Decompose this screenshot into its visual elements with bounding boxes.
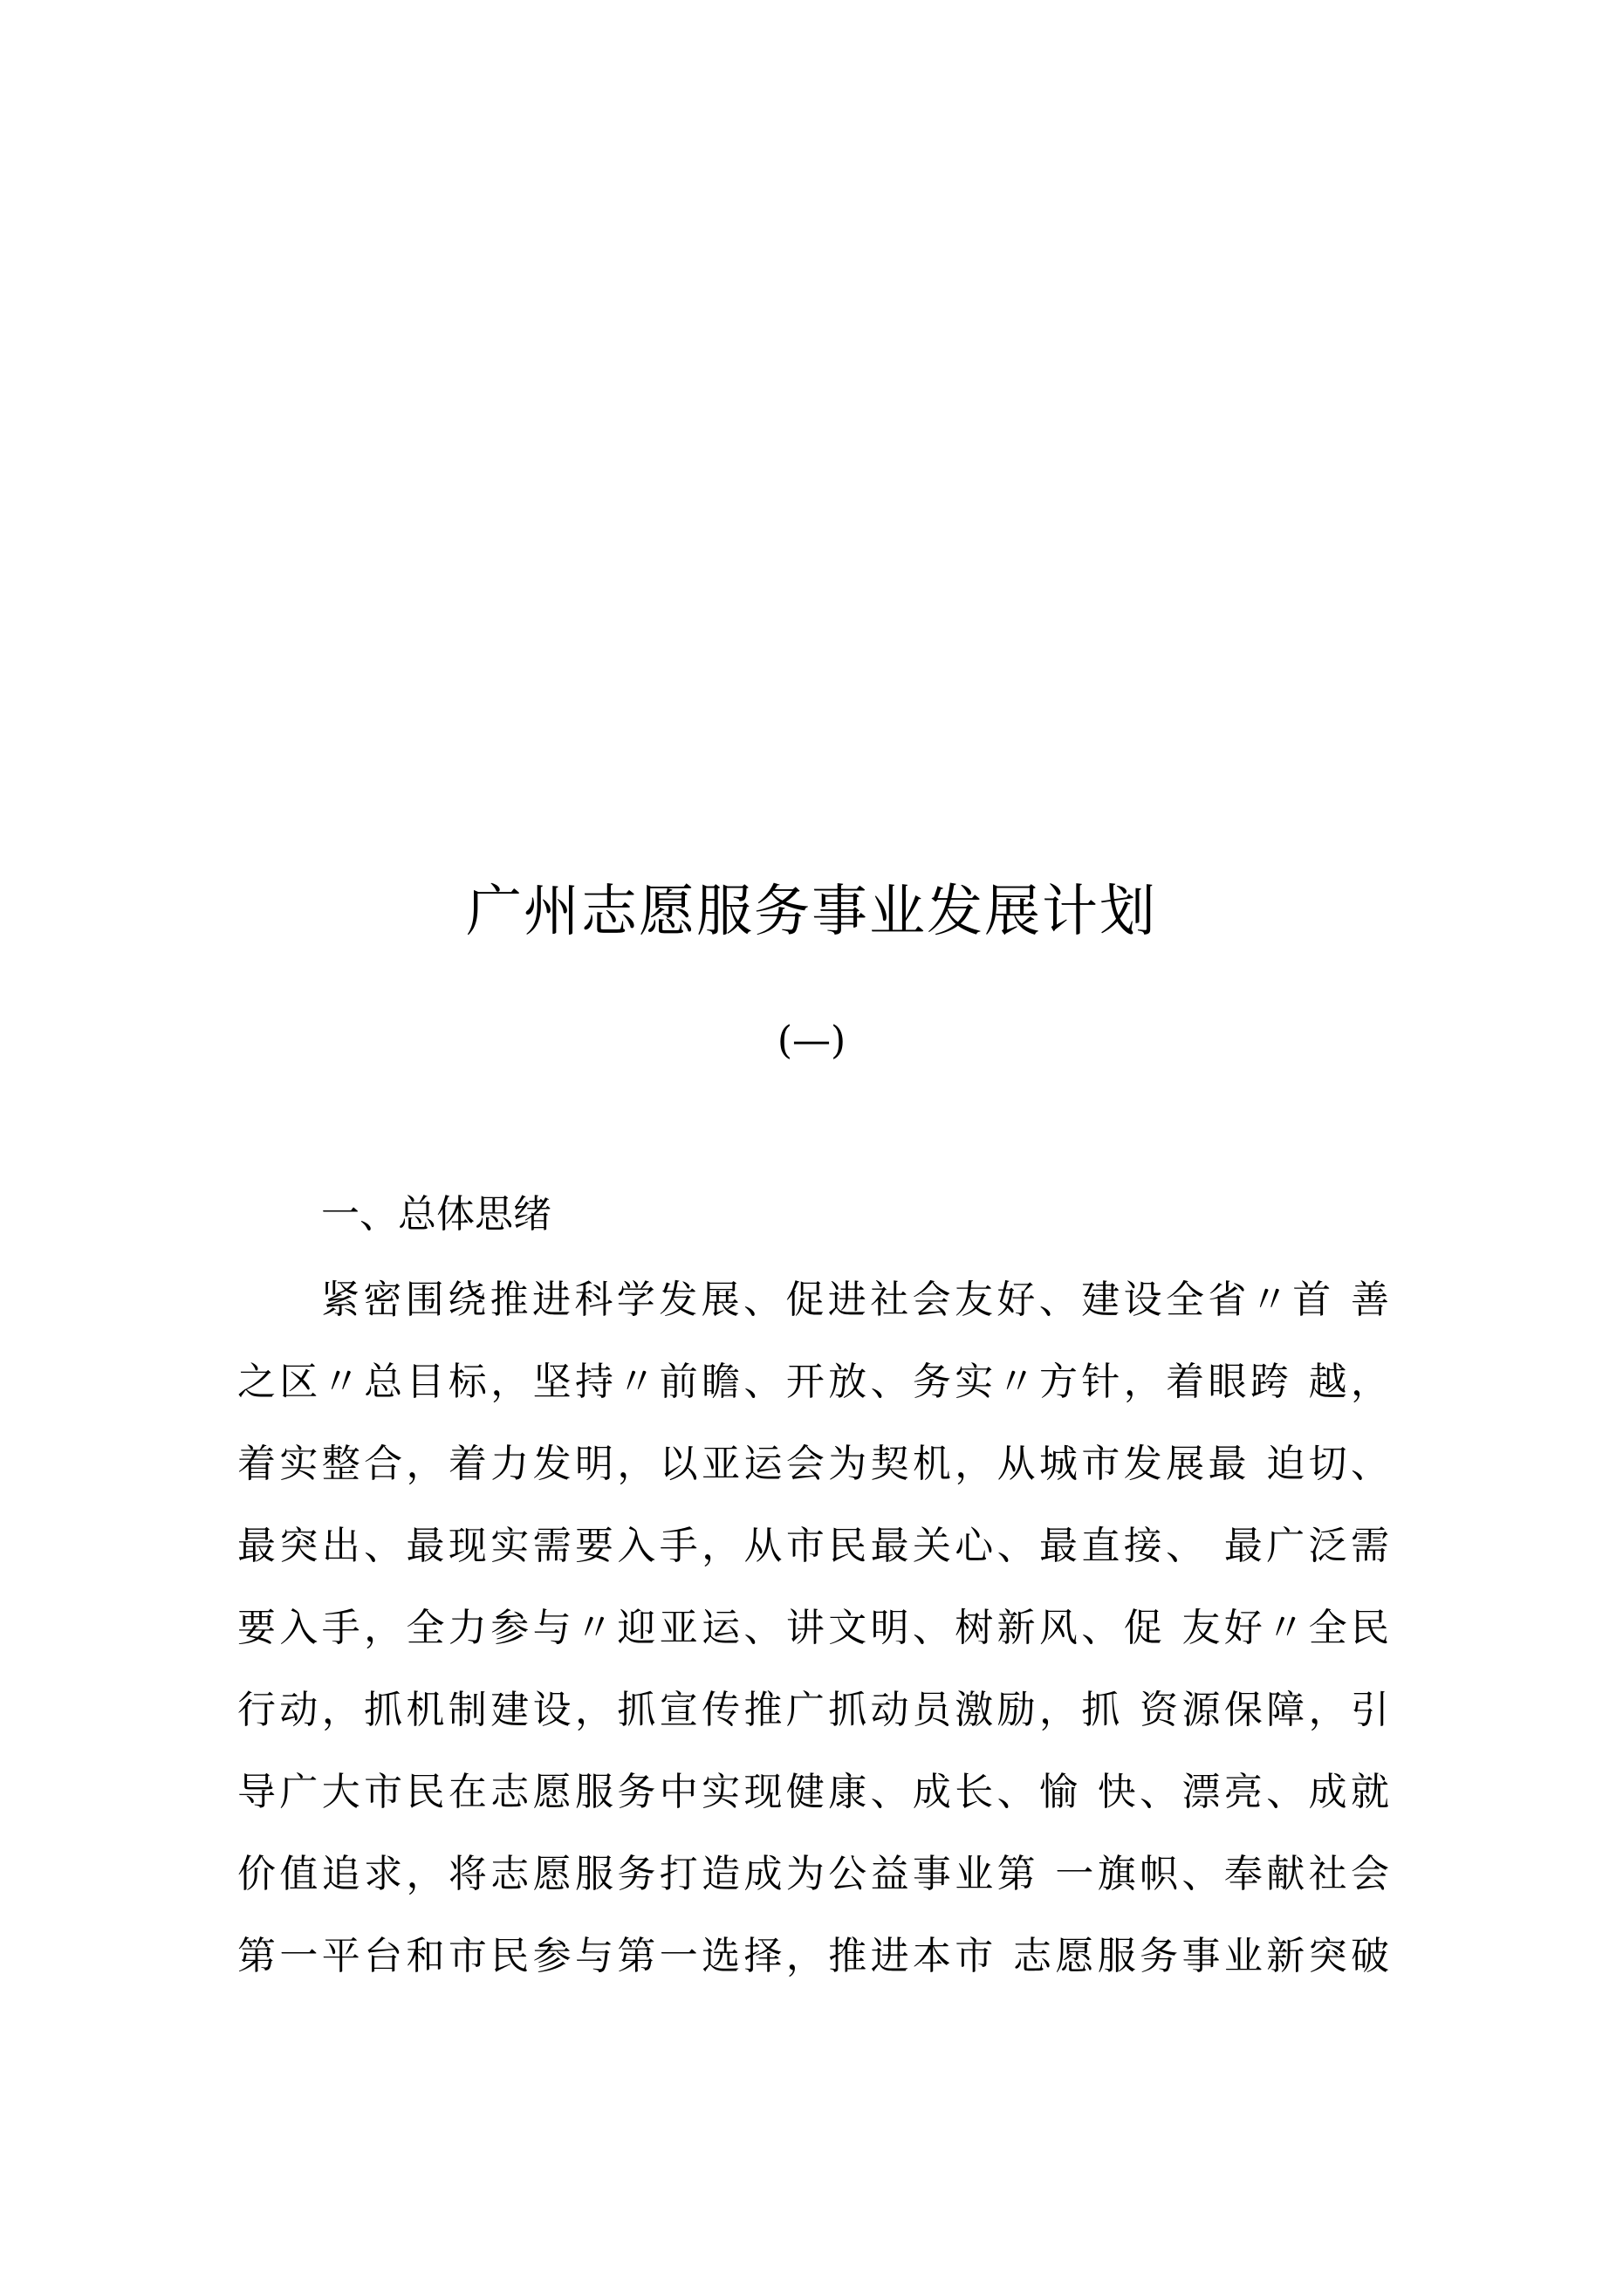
paragraph-line: 导广大市民在志愿服务中实现健康、成长、愉 快、漂亮、成就 [237, 1770, 1389, 1814]
paragraph-line: 行动，抓机制建设，抓宣传推广抓动员激励，抓 资源保障，引 [237, 1688, 1389, 1732]
paragraph-line: 之区〃总目标，坚持〃前瞻、开放、务实〃方针，着眼跨 越， [237, 1360, 1389, 1404]
paragraph-line: 最突出、最现实需要入手，从市民最关心、最直接、 最广泛需 [237, 1524, 1389, 1568]
paragraph-line: 价值追求，将志愿服务打造成为公益事业第 一旗帜、奉献社会 [237, 1852, 1389, 1896]
paragraph-line: 第一平台和市民参与第一选择，推进本市 志愿服务事业新突破 [237, 1934, 1389, 1978]
paragraph-line: 着实整合，着力发明，以亚运会为契机，从城市发展最 迫切、 [237, 1442, 1389, 1486]
document-subtitle: (—) [777, 1018, 846, 1063]
document-title: 广州志愿服务事业发展计划 [466, 880, 1157, 944]
paragraph-line: 要入手，全力参与〃迎亚运、讲文明、树新风、促 友好〃全民 [237, 1606, 1389, 1650]
section-heading: 一、总体思绪 [321, 1192, 551, 1237]
paragraph-line: 紧密围绕推进科学发展、促进社会友好、建设全省〃首 善 [321, 1278, 1389, 1322]
